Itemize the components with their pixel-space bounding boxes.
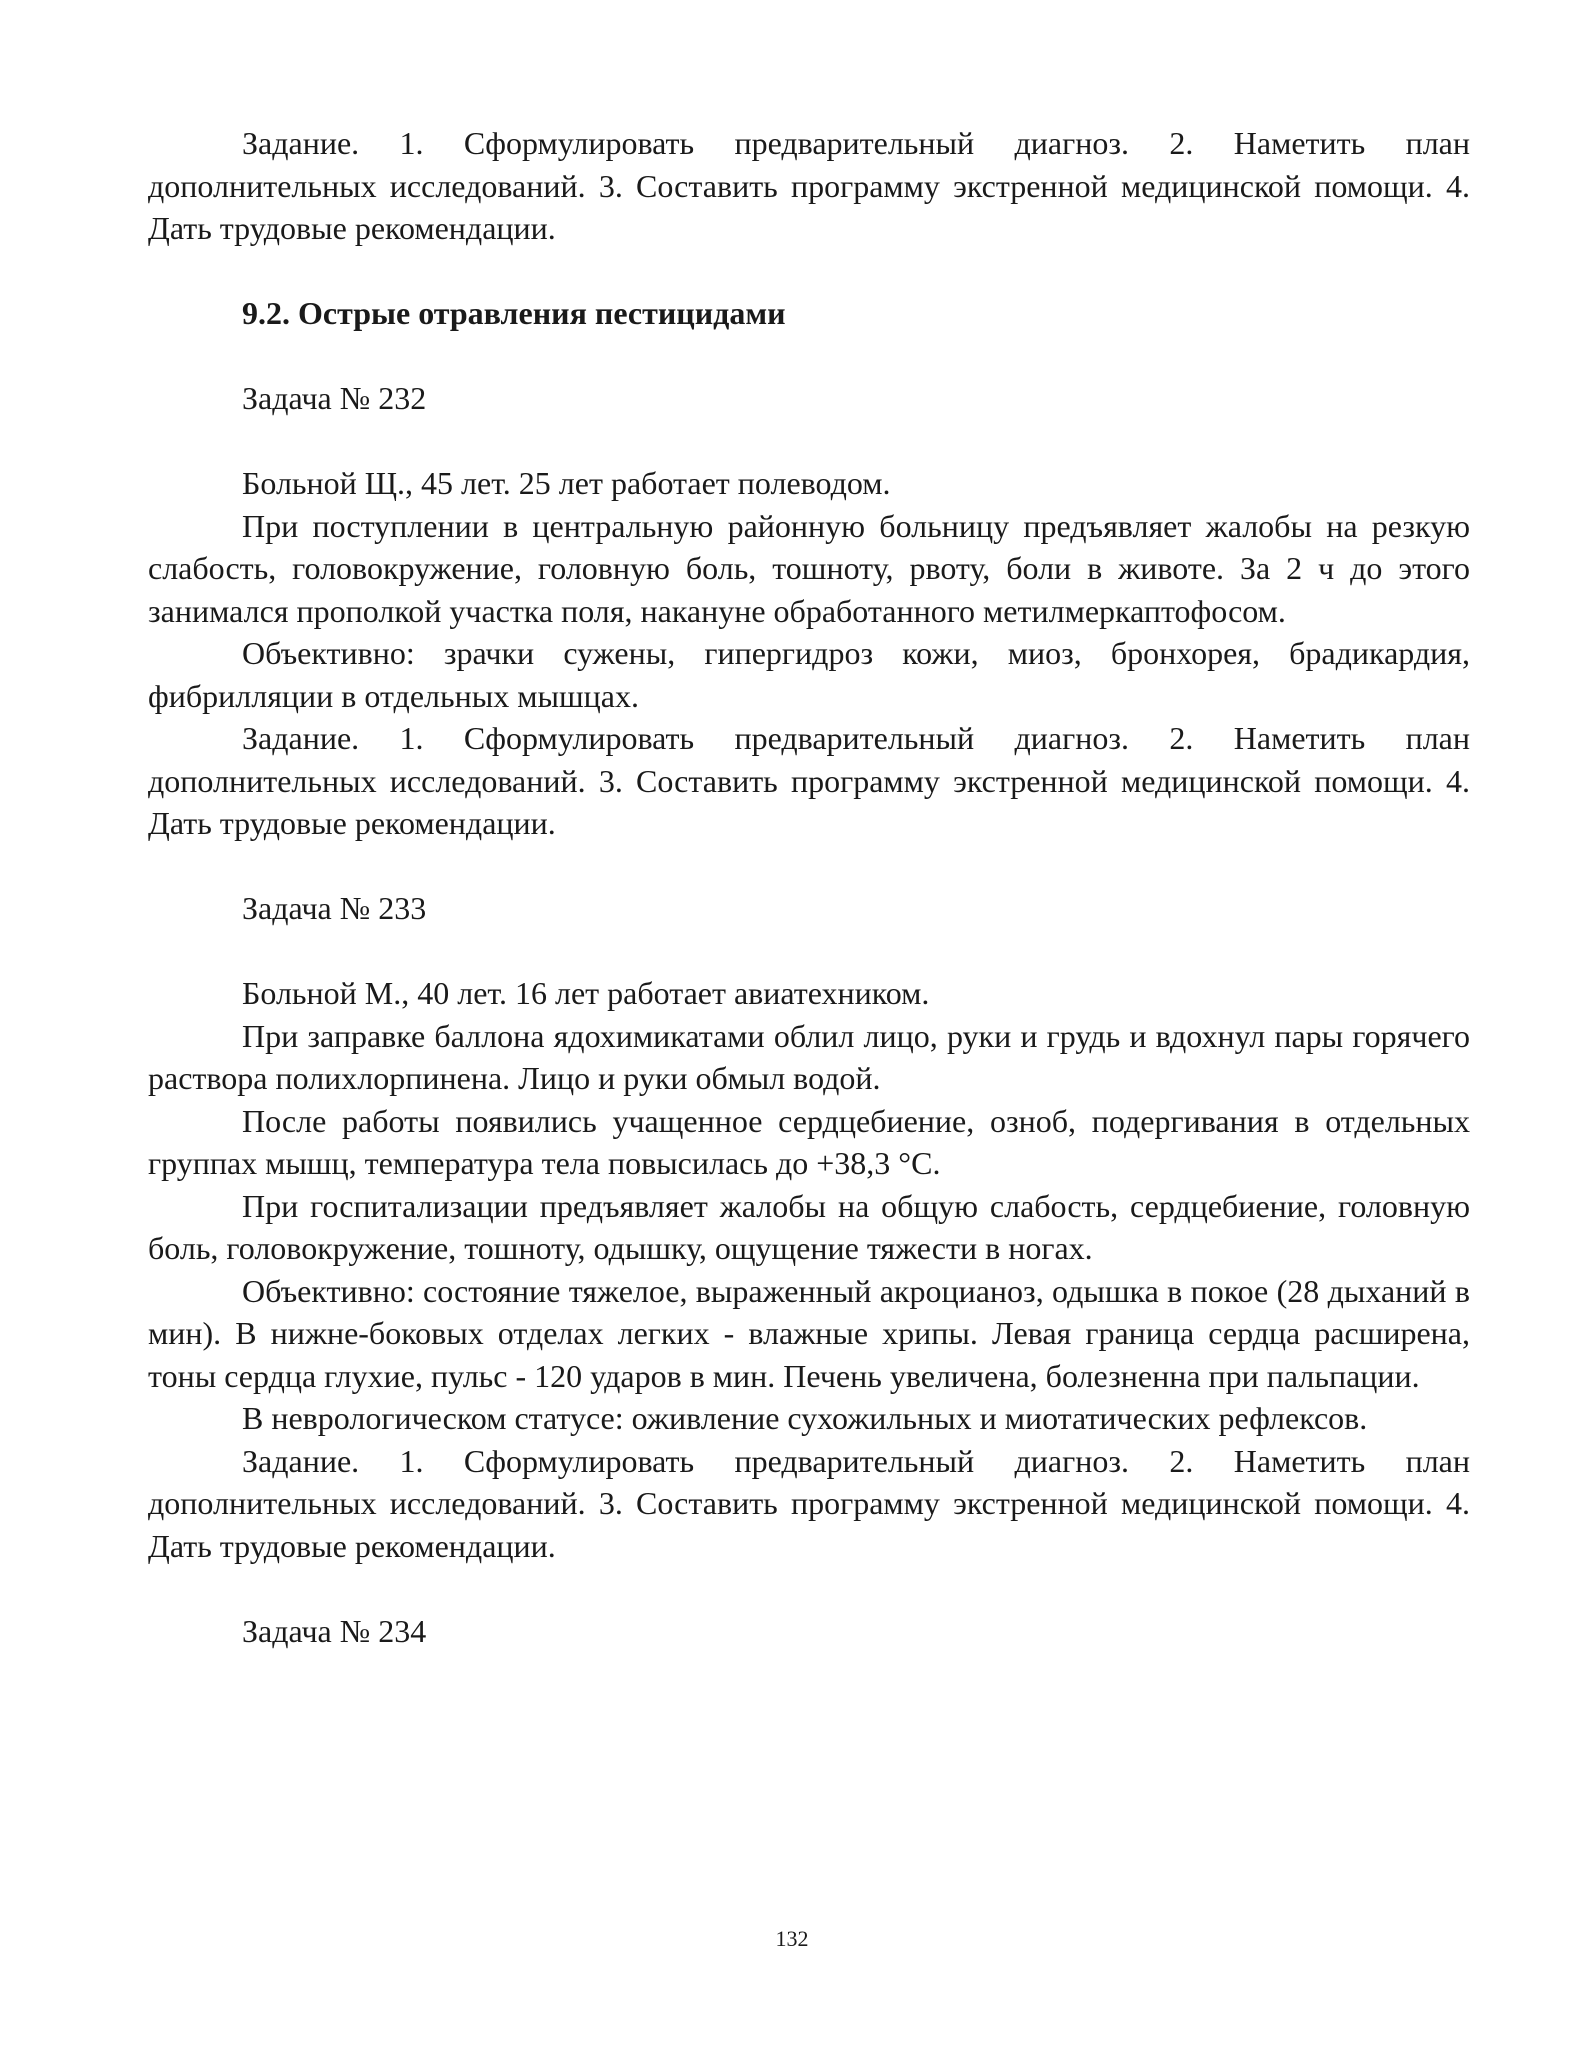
intro-task-paragraph: Задание. 1. Сформулировать предварительный диагноз. 2. Наметить план дополнительных исследований. 3. Составить программу экстренной медицинской помощи. 4. Дать трудовые рекомендации. bbox=[148, 125, 1470, 246]
page-number: 132 bbox=[775, 1926, 809, 1951]
problem-233-neuro-status: В неврологическом статусе: оживление сухожильных и миотатических рефлексов. bbox=[242, 1400, 1368, 1436]
problem-233-objective: Объективно: состояние тяжелое, выраженный акроцианоз, одышка в покое (28 дыханий в мин). В нижне-боковых отделах легких - влажные хрипы. Левая граница сердца расширена, тоны сердца глухие, пульс - 120 ударов в мин. Печень увеличена, болезненна при пальпации. bbox=[148, 1272, 1470, 1394]
problem-233-task: Задание. 1. Сформулировать предварительный диагноз. 2. Наметить план дополнительных исследований. 3. Составить программу экстренной медицинской помощи. 4. Дать трудовые рекомендации. bbox=[148, 1442, 1470, 1564]
page-content bbox=[148, 122, 1470, 1652]
problem-232-patient: Больной Щ., 45 лет. 25 лет работает полеводом. bbox=[242, 465, 891, 501]
problem-233-patient: Больной М., 40 лет. 16 лет работает авиатехником. bbox=[242, 975, 930, 1011]
problem-233-title: Задача № 233 bbox=[242, 890, 427, 926]
section-heading: 9.2. Острые отравления пестицидами bbox=[242, 295, 786, 331]
problem-232-complaints: При поступлении в центральную районную больницу предъявляет жалобы на резкую слабость, головокружение, головную боль, тошноту, рвоту, боли в животе. За 2 ч до этого занимался прополкой участка поля, накануне обработанного метилмеркаптофосом. bbox=[148, 507, 1470, 629]
problem-234-title: Задача № 234 bbox=[242, 1612, 427, 1649]
problem-233-complaints: При госпитализации предъявляет жалобы на общую слабость, сердцебиение, головную боль, головокружение, тошноту, одышку, ощущение тяжести в ногах. bbox=[148, 1187, 1470, 1266]
problem-232-title: Задача № 232 bbox=[242, 380, 427, 416]
problem-233-incident: При заправке баллона ядохимикатами облил лицо, руки и грудь и вдохнул пары горячего раствора полихлорпинена. Лицо и руки обмыл водой. bbox=[148, 1017, 1470, 1096]
problem-233-symptoms: После работы появились учащенное сердцебиение, озноб, подергивания в отдельных группах мышц, температура тела повысилась до +38,3 °С. bbox=[148, 1102, 1470, 1181]
problem-232-objective: Объективно: зрачки сужены, гипергидроз кожи, миоз, бронхорея, брадикардия, фибрилляции в отдельных мышцах. bbox=[148, 635, 1470, 714]
problem-232-task: Задание. 1. Сформулировать предварительный диагноз. 2. Наметить план дополнительных исследований. 3. Составить программу экстренной медицинской помощи. 4. Дать трудовые рекомендации. bbox=[148, 720, 1470, 841]
